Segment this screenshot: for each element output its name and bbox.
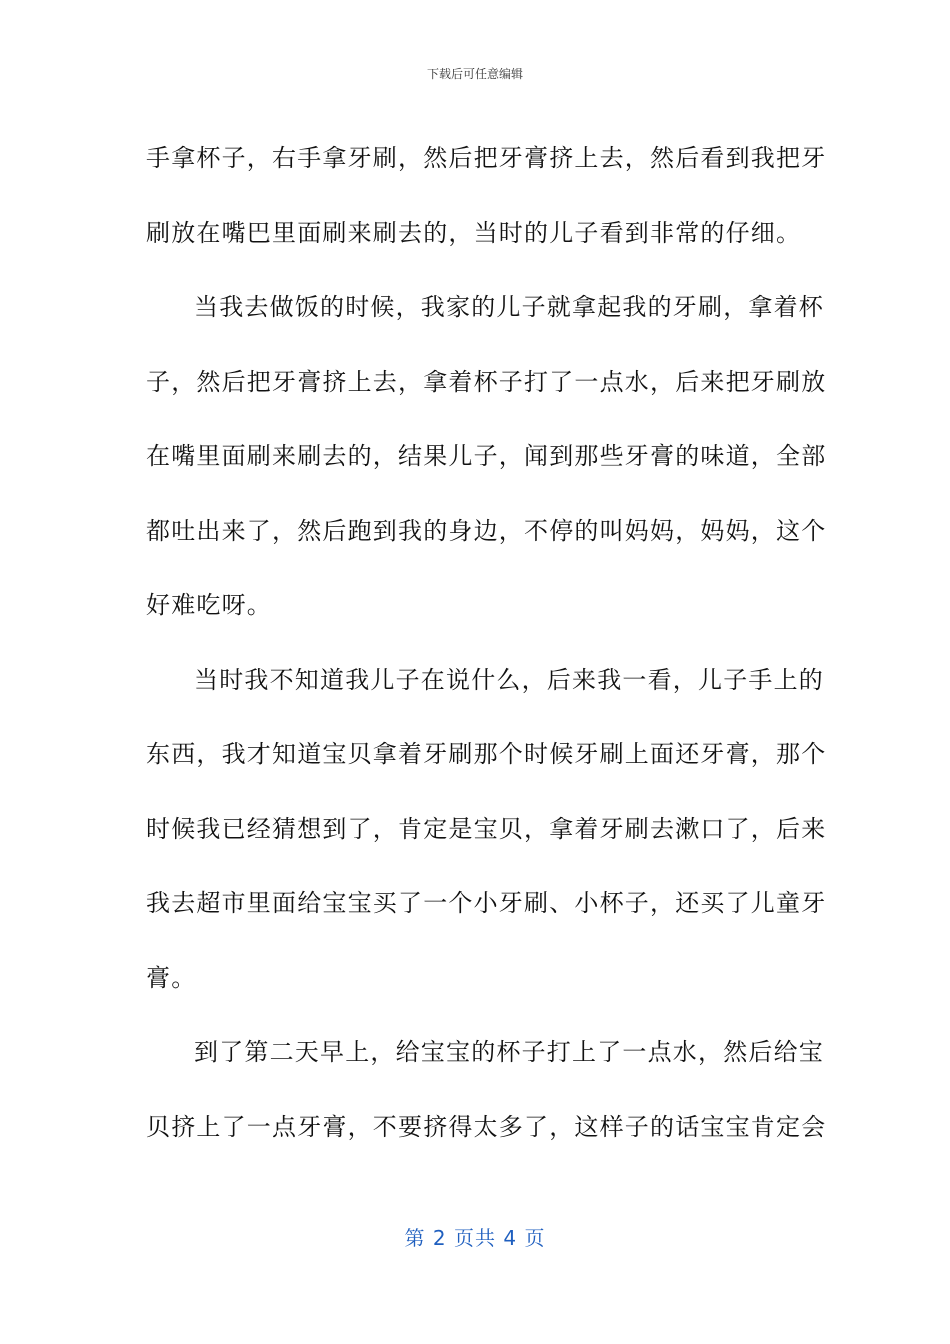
text-line: 膏。	[146, 963, 197, 992]
document-body	[146, 121, 827, 1164]
text-line: 在嘴里面刷来刷去的，结果儿子，闻到那些牙膏的味道，全部	[146, 442, 827, 470]
footer-middle: 页共	[454, 1226, 496, 1250]
text-line: 当我去做饭的时候，我家的儿子就拿起我的牙刷，拿着杯	[194, 293, 824, 321]
footer-suffix: 页	[524, 1226, 546, 1250]
text-line: 好难吃呀。	[146, 591, 272, 619]
page-number-footer	[0, 1224, 950, 1252]
text-line: 当时我不知道我儿子在说什么，后来我一看，儿子手上的	[194, 665, 824, 694]
text-line: 子，然后把牙膏挤上去，拿着杯子打了一点水，后来把牙刷放	[146, 367, 827, 396]
text-line: 到了第二天早上，给宝宝的杯子打上了一点水，然后给宝	[194, 1038, 824, 1066]
text-line: 我去超市里面给宝宝买了一个小牙刷、小杯子，还买了儿童牙	[146, 889, 827, 917]
text-line: 手拿杯子，右手拿牙刷，然后把牙膏挤上去，然后看到我把牙	[146, 144, 827, 172]
footer-current-page: 2	[432, 1226, 447, 1250]
text-line: 刷放在嘴巴里面刷来刷去的，当时的儿子看到非常的仔细。	[146, 218, 802, 247]
footer-total-pages: 4	[503, 1226, 518, 1250]
text-line: 东西，我才知道宝贝拿着牙刷那个时候牙刷上面还牙膏，那个	[146, 740, 827, 768]
page-header-note: 下载后可任意编辑	[426, 67, 523, 81]
footer-prefix: 第	[404, 1226, 426, 1250]
text-line: 时候我已经猜想到了，肯定是宝贝，拿着牙刷去漱口了，后来	[146, 814, 827, 843]
text-line: 贝挤上了一点牙膏，不要挤得太多了，这样子的话宝宝肯定会	[146, 1112, 827, 1141]
text-line: 都吐出来了，然后跑到我的身边，不停的叫妈妈，妈妈，这个	[146, 516, 827, 545]
